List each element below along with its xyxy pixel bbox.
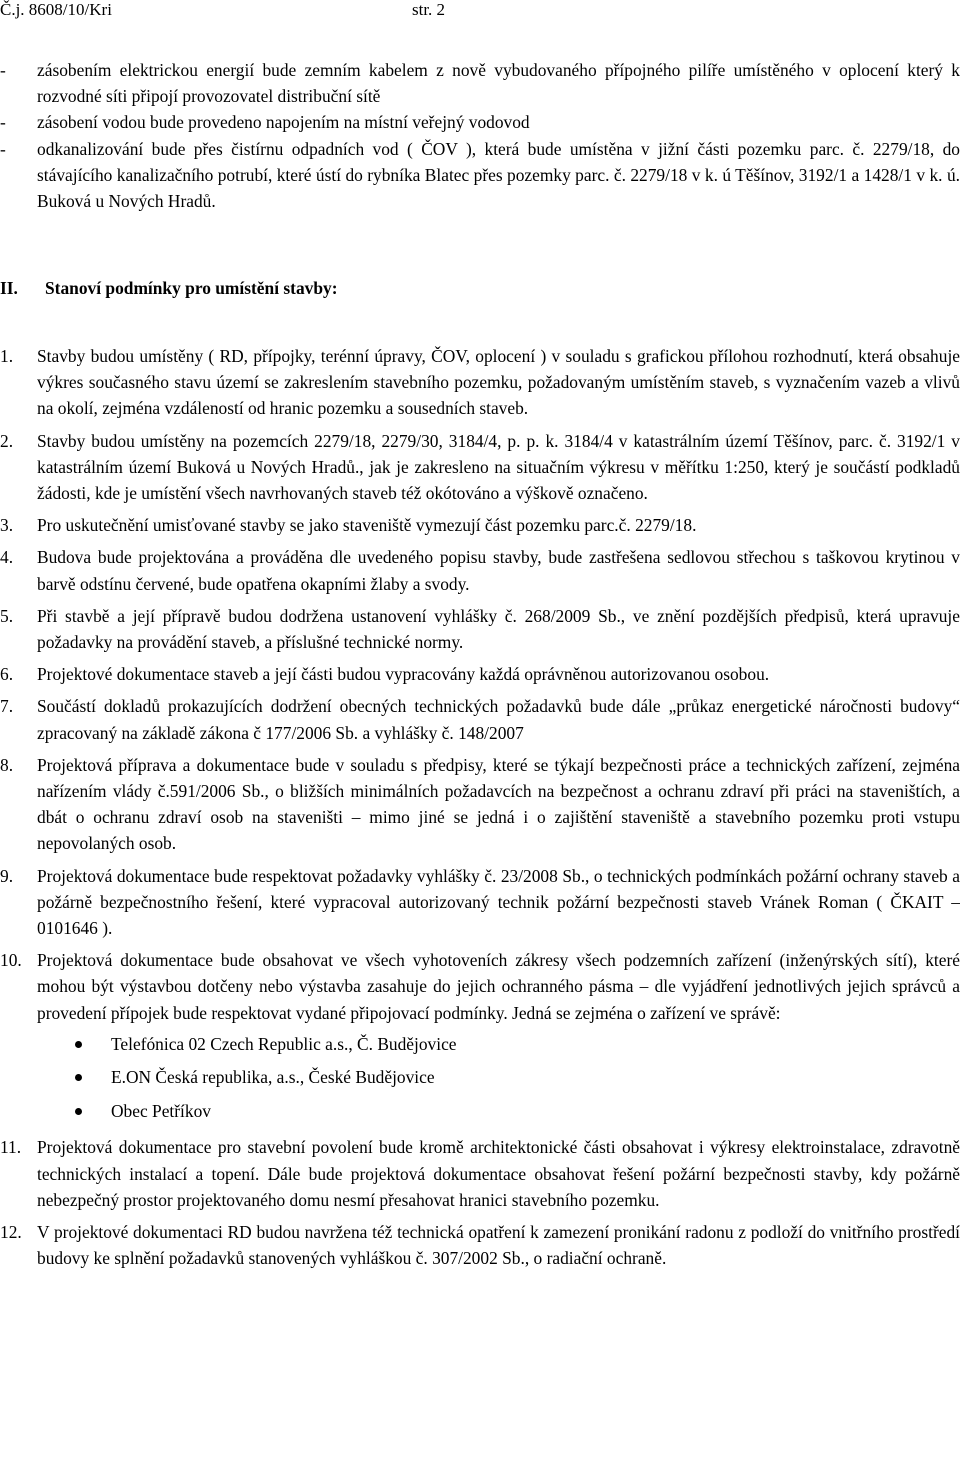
condition-item [0,752,960,857]
dash-item: - zásobením elektrickou energií bude zemním kabelem z nově vybudovaného přípojného pilíře umístěného v oplocení který k rozvodné síti připojí provozovatel distribuční sítě [0,60,960,107]
dash-item: - odkanalizování bude přes čistírnu odpadních vod ( ČOV ), která bude umístěna v jižní části pozemku parc. č. 2279/18, do stávajícího kanalizačního potrubí, které ústí do rybníka Blatec přes pozemky parc. č. 2279/18 v k. ú Těšínov, 3192/1 a 1428/1 v k. ú. Buková u Nových Hradů. [0,138,960,212]
utility-owner-item [37,1061,960,1095]
utility-owner-list [37,1028,960,1129]
condition-text: Projektová dokumentace bude respektovat požadavky vyhlášky č. 23/2008 Sb., o technických podmínkách požární ochrany staveb a požárně bezpečnostního řešení, které vypracoval autorizovaný technik požární bezpečnosti staveb Vránek Roman ( ČKAIT – 0101646 ). [37,865,960,939]
condition-text: Budova bude projektována a prováděna dle uvedeného popisu stavby, bude zastřešena sedlovou střechou s taškovou krytinou v barvě odstínu červené, bude opatřena okapními žlaby a svody. [37,547,960,594]
condition-item [0,544,960,596]
section-title: Stanoví podmínky pro umístění stavby: [45,278,338,298]
condition-text: Projektová příprava a dokumentace bude v souladu s předpisy, které se týkají bezpečnosti práce a technických zařízení, zejména nařízením vlády č.591/2006 Sb., o bližších minimálních požadavcích na bezpečnost a ochranu zdraví při práci na staveništích, a dbát o ochranu zdraví osob na staveništi – mimo jiné se jedná i o zajištění staveniště a stavebního pozemku proti vstupu nepovolaných osob. [37,754,960,854]
bullet-icon [75,1041,82,1048]
condition-text: Projektové dokumentace staveb a její části budou vypracovány každá oprávněnou autorizovanou osobou. [37,664,770,685]
condition-item [0,1219,960,1271]
condition-text: Projektová dokumentace bude obsahovat ve všech vyhotoveních zákresy všech podzemních zařízení (inženýrských sítí), které mohou být výstavbou dotčeny nebo výstavba zasahuje do jejich ochranného pásma – dle vyjádření jednotlivých jejich správců a provedení přípojek bude respektovat vydané připojovací podmínky. Jedná se zejména o zařízení ve správě: [37,950,960,1023]
condition-text: Stavby budou umístěny ( RD, přípojky, terénní úpravy, ČOV, oplocení ) v souladu s grafickou přílohou rozhodnutí, která obsahuje výkres současného stavu území se zakreslením stavebního pozemku, požadovaným umístěním staveb, s vyznačením vazeb a vlivů na okolí, zejména vzdáleností od hranic pozemku a sousedních staveb. [37,346,960,419]
utility-owner-name: Obec Petříkov [111,1100,211,1121]
condition-number: 6. [0,664,14,685]
condition-text: Projektová dokumentace pro stavební povolení bude kromě architektonické části obsahovat i výkresy elektroinstalace, zdravotně technických instalací a topení. Dále bude projektová dokumentace obsahovat řešení požární bezpečnosti stavby, kdy požárně nebezpečný prostor projektovaného domu nesmí přesahovat hranici stavebního pozemku. [37,1137,960,1210]
utility-owner-item [37,1095,960,1129]
condition-text: Součástí dokladů prokazujících dodržení obecných technických požadavků bude dále „průkaz energetické náročnosti budovy“ zpracovaný na základě zákona č 177/2006 Sb. a vyhlášky č. 148/2007 [37,696,960,743]
condition-number: 8. [0,754,14,775]
reference-number: Č.j. 8608/10/Kri [0,0,112,19]
dash-item-text: zásobením elektrickou energií bude zemním kabelem z nově vybudovaného přípojného pilíře umístěného v oplocení který k rozvodné síti připojí provozovatel distribuční sítě [37,60,960,107]
dash-item-text: odkanalizování bude přes čistírnu odpadních vod ( ČOV ), která bude umístěna v jižní části pozemku parc. č. 2279/18, do stávajícího kanalizačního potrubí, které ústí do rybníka Blatec přes pozemky parc. č. 2279/18 v k. ú Těšínov, 3192/1 a 1428/1 v k. ú. Buková u Nových Hradů. [37,138,960,212]
condition-number: 5. [0,605,14,626]
condition-item [0,693,960,745]
utility-owner-name: Telefónica 02 Czech Republic a.s., Č. Budějovice [111,1033,457,1054]
condition-item [0,343,960,422]
condition-number: 12. [0,1221,22,1242]
bullet-icon [75,1108,82,1115]
section-heading [0,276,338,300]
conditions-list [0,343,960,1277]
condition-item [0,512,960,538]
dash-item: - zásobení vodou bude provedeno napojením na místní veřejný vodovod [0,112,530,133]
condition-number: 1. [0,346,14,366]
condition-number: 3. [0,515,14,536]
condition-item [0,603,960,655]
condition-number: 9. [0,865,14,886]
condition-text: V projektové dokumentaci RD budou navržena též technická opatření k zamezení pronikání radonu z podloží do vnitřního prostředí budovy ke splnění požadavků stanovených vyhláškou č. 307/2002 Sb., o radiační ochraně. [37,1221,960,1269]
condition-item [0,428,960,507]
condition-text: Při stavbě a její přípravě budou dodržena ustanovení vyhlášky č. 268/2009 Sb., ve znění pozdějších předpisů, která upravuje požadavky na provádění staveb, a příslušné technické normy. [37,605,960,653]
section-number: II. [0,278,18,298]
condition-number: 10. [0,950,22,971]
utility-owner-item [37,1028,960,1062]
condition-text: Stavby budou umístěny na pozemcích 2279/18, 2279/30, 3184/4, p. p. k. 3184/4 v katastrálním území Těšínov, parc. č. 3192/1 v katastrálním území Buková u Nových Hradů., jak je zakresleno na situačním výkresu v měřítku 1:250, který je součástí podkladů žádosti, kde je umístění všech navrhovaných staveb též okótováno a výškově označeno. [37,430,960,504]
dash-list [0,57,960,214]
condition-number: 2. [0,430,14,451]
condition-item [0,863,960,942]
page-number: str. 2 [412,0,446,19]
bullet-icon [75,1074,82,1081]
condition-item [0,661,960,687]
condition-number: 4. [0,547,14,568]
condition-number: 7. [0,696,14,717]
condition-item [0,947,960,1128]
dash-item-text: zásobení vodou bude provedeno napojením na místní veřejný vodovod [37,112,530,133]
condition-number: 11. [0,1137,22,1158]
utility-owner-name: E.ON Česká republika, a.s., České Budějovice [111,1067,435,1088]
condition-text: Pro uskutečnění umisťované stavby se jako staveniště vymezují část pozemku parc.č. 2279/18. [37,515,697,536]
condition-item [0,1134,960,1213]
